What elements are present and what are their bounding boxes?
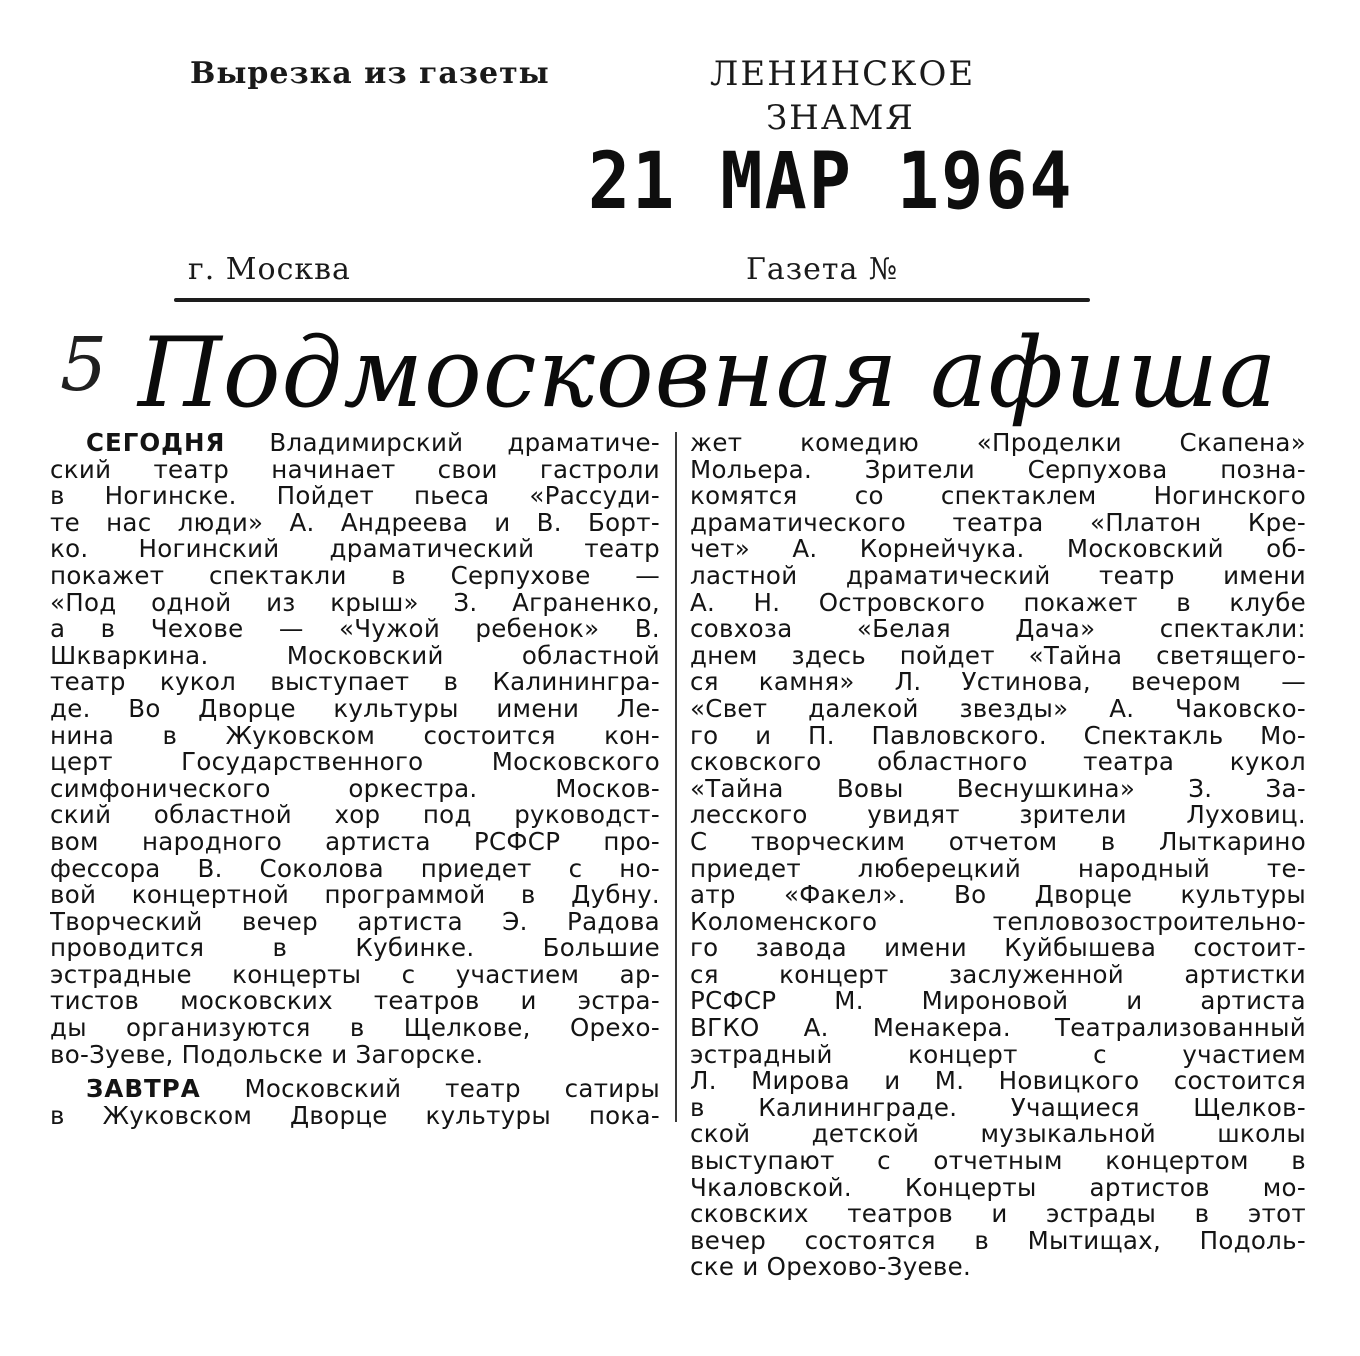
column-line: сковских театров и эстрады в этот <box>690 1201 1306 1228</box>
column-line: жет комедию «Проделки Скапена» <box>690 430 1306 457</box>
column-line: фессора В. Соколова приедет с но- <box>50 855 660 883</box>
column-line: ске и Орехово-Зуеве. <box>690 1254 972 1281</box>
column-line: ды организуются в Щелкове, Орехо- <box>50 1015 660 1042</box>
article-column-left <box>50 430 660 1129</box>
column-line: С творческим отчетом в Лыткарино <box>690 828 1306 856</box>
column-line: РСФСР М. Мироновой и артиста <box>690 988 1306 1016</box>
column-line: эстрадные концерты с участием ар- <box>50 961 660 989</box>
column-line: те нас люди» А. Андреева и В. Борт- <box>50 509 660 537</box>
column-line: «Тайна Вовы Веснушкина» З. За- <box>690 775 1306 803</box>
column-line: Шкваркина. Московский областной <box>50 642 660 670</box>
column-line: совхоза «Белая Дача» спектакли: <box>690 616 1306 643</box>
column-line: го завода имени Куйбышева состоит- <box>690 935 1306 962</box>
column-line: покажет спектакли в Серпухове — <box>50 562 660 590</box>
column-line: во-Зуеве, Подольске и Загорске. <box>50 1041 484 1069</box>
column-line: симфонического оркестра. Москов- <box>50 775 660 803</box>
column-line <box>50 1076 660 1103</box>
article-column-right <box>690 430 1306 1281</box>
column-line: ский театр начинает свои гастроли <box>50 456 660 484</box>
column-line: Чкаловской. Концерты артистов мо- <box>690 1174 1306 1202</box>
paragraph-gap <box>50 1068 660 1076</box>
lead-word-today: СЕГОДНЯ <box>86 430 226 457</box>
stamp-city: г. Москва <box>188 252 351 287</box>
clipping-stamp <box>168 40 1096 308</box>
column-line: «Под одной из крыш» З. Аграненко, <box>50 589 660 617</box>
column-line: чет» А. Корнейчука. Московский об- <box>690 536 1306 563</box>
column-line: ВГКО А. Менакера. Театрализованный <box>690 1015 1306 1042</box>
column-line: в Ногинске. Пойдет пьеса «Рассуди- <box>50 483 660 510</box>
column-line: сковского областного театра кукол <box>690 749 1306 776</box>
column-line: комятся со спектаклем Ногинского <box>690 483 1306 510</box>
column-line: ластной драматический театр имени <box>690 562 1306 590</box>
column-line: выступают с отчетным концертом в <box>690 1148 1306 1175</box>
column-line: вой концертной программой в Дубну. <box>50 882 660 909</box>
column-line <box>50 430 660 457</box>
newspaper-name-line-2: ЗНАМЯ <box>766 98 915 138</box>
stamp-issue-label: Газета № <box>746 252 899 287</box>
column-line: ский областной хор под руководст- <box>50 802 660 829</box>
column-line: атр «Факел». Во Дворце культуры <box>690 882 1306 909</box>
column-line: вом народного артиста РСФСР про- <box>50 828 660 856</box>
stamp-divider <box>174 298 1090 302</box>
column-line: днем здесь пойдет «Тайна светящего- <box>690 642 1306 670</box>
column-line: театр кукол выступает в Калинингра- <box>50 669 660 696</box>
column-line: нина в Жуковском состоится кон- <box>50 722 660 750</box>
column-line: приедет люберецкий народный те- <box>690 855 1306 883</box>
column-line: вечер состоятся в Мытищах, Подоль- <box>690 1227 1306 1255</box>
line-text: Владимирский драматиче- <box>225 430 660 457</box>
column-line: эстрадный концерт с участием <box>690 1041 1306 1069</box>
column-line: ся концерт заслуженной артистки <box>690 961 1306 989</box>
clip-label: Вырезка из газеты <box>190 56 550 91</box>
column-line: тистов московских театров и эстра- <box>50 988 660 1016</box>
article-headline: Подмосковная афиша <box>138 317 1278 429</box>
newspaper-name-line-1: ЛЕНИНСКОЕ <box>710 54 976 94</box>
lead-word-tomorrow: ЗАВТРА <box>86 1076 201 1103</box>
column-line: го и П. Павловского. Спектакль Мо- <box>690 722 1306 750</box>
column-line: ко. Ногинский драматический театр <box>50 536 660 563</box>
column-line: «Свет далекой звезды» А. Чаковско- <box>690 695 1306 723</box>
column-line: лесского увидят зрители Луховиц. <box>690 802 1306 829</box>
column-line: А. Н. Островского покажет в клубе <box>690 589 1306 617</box>
column-line: а в Чехове — «Чужой ребенок» В. <box>50 616 660 643</box>
column-line: в Жуковском Дворце культуры пока- <box>50 1102 660 1130</box>
column-line: ся камня» Л. Устинова, вечером — <box>690 669 1306 696</box>
column-line: ской детской музыкальной школы <box>690 1121 1306 1149</box>
column-line: Мольера. Зрители Серпухова позна- <box>690 456 1306 484</box>
article-number-mark: 5 <box>60 322 108 408</box>
column-line: в Калининграде. Учащиеся Щелков- <box>690 1094 1306 1122</box>
column-line: Коломенского тепловозостроительно- <box>690 908 1306 936</box>
line-text: Московский театр сатиры <box>200 1076 660 1103</box>
stamp-date: 21 МАР 1964 <box>588 135 1074 227</box>
column-divider <box>675 432 677 1122</box>
column-line: де. Во Дворце культуры имени Ле- <box>50 695 660 723</box>
column-line: проводится в Кубинке. Большие <box>50 935 660 962</box>
column-line: Творческий вечер артиста Э. Радова <box>50 908 660 936</box>
column-line: драматического театра «Платон Кре- <box>690 509 1306 537</box>
column-line: Л. Мирова и М. Новицкого состоится <box>690 1068 1306 1095</box>
column-line: церт Государственного Московского <box>50 749 660 776</box>
